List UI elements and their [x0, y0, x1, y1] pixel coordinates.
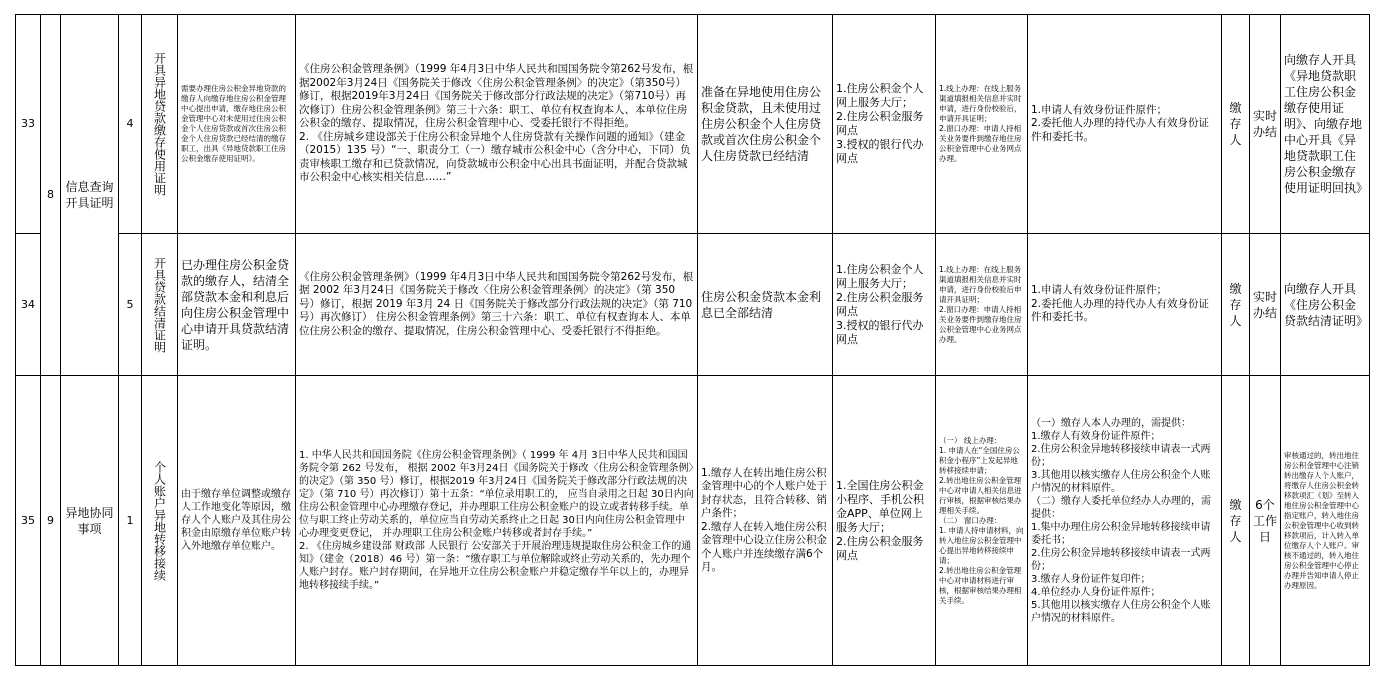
channel-item: 1.住房公积金个人网上服务大厅； — [836, 262, 924, 290]
requirement-item: 1.缴存人在转出地住房公积金管理中心的个人账户处于封存状态，且符合转移、销户条件； — [701, 466, 827, 519]
material-item: 2.住房公积金异地转移接续申请表一式两份； — [1031, 547, 1211, 572]
channel-item: 3.授权的银行代办网点 — [836, 138, 924, 165]
object-cell: 缴存人 — [1222, 234, 1250, 376]
requirements-cell — [698, 376, 833, 666]
table-row — [16, 234, 1370, 376]
channel-item: 2.住房公积金服务网点 — [836, 290, 924, 318]
table-row — [16, 376, 1370, 666]
channel-item: 2.住房公积金服务网点 — [836, 110, 924, 137]
item-no: 4 — [119, 15, 142, 234]
row-seq: 33 — [16, 15, 41, 234]
basis-cell: 《住房公积金管理条例》（1999 年4月3日中华人民共和国国务院令第262号发布，根据2002年3月24日《国务院关于修改〈住房公积金管理条例〉的决定》（第350号）修订，根据2019年3月24日《国务院关于修改部分行政法规的决定》（第710号）再次修订）住房公积金管理条例》第三十六条：职工、单位有权查询本人、本单位住房公积金的缴存、提取情况，住房公积金管理中心、受委托银行不得拒绝。 2. 《住房城乡建设部关于住房公积金异地个人住房贷款有关操作问题的通知》（建金（2015）135 号）“一、职责分工（一）缴存城市公积金中心（含分中心，下同）负责审核职工缴存和已贷款情况，向贷款城市公积金中心出具书面证明，并配合贷款城市公积金中心核实相关信息……” — [296, 15, 698, 234]
process-cell: 1.线上办理：在线上服务渠道填报相关信息并实时申请，进行身份校验后申请开具证明； 2.窗口办理：申请人持相关业务要件到缴存地住房公积金管理中心业务网点办理。 — [936, 234, 1028, 376]
material-item: 1.申请人有效身份证件原件； — [1031, 284, 1168, 297]
channels-cell — [833, 234, 936, 376]
requirements-cell: 准备在异地使用住房公积金贷款，且未使用过住房公积金个人住房贷款或首次住房公积金个人住房贷款已经结清 — [698, 15, 833, 234]
group-name: 信息查询开具证明 — [61, 15, 119, 376]
item-name: 开具异地贷款缴存使用证明 — [152, 52, 167, 196]
material-item: 1.申请人有效身份证件原件； — [1031, 103, 1168, 116]
object-cell: 缴存人 — [1222, 15, 1250, 234]
material-item: 2.委托他人办理的持代办人有效身份证件和委托书。 — [1031, 117, 1210, 143]
conditions-cell: 已办理住房公积金贷款的缴存人，结清全部贷款本金和利息后向住房公积金管理中心申请开具贷款结清证明。 — [178, 234, 296, 376]
material-item: 4.单位经办人身份证件原件； — [1031, 586, 1161, 598]
item-name: 开具贷款结清证明 — [152, 256, 167, 353]
result-cell: 向缴存人开具《异地贷款职工住房公积金缴存使用证明》、向缴存地中心开具《异地贷款职工住房公积金缴存使用证明回执》 — [1281, 15, 1370, 234]
item-name-cell — [142, 15, 178, 234]
time-cell: 实时办结 — [1250, 234, 1281, 376]
channel-item: 2.住房公积金服务网点 — [836, 534, 924, 562]
item-name-cell — [142, 234, 178, 376]
object-cell: 缴存人 — [1222, 376, 1250, 666]
item-no: 5 — [119, 234, 142, 376]
requirement-item: 2.缴存人在转入地住房公积金管理中心设立住房公积金个人账户并连续缴存满6个月。 — [701, 520, 827, 573]
materials-cell — [1028, 234, 1222, 376]
material-item: 3.其他用以核实缴存人住房公积金个人账户情况的材料原件。 — [1031, 469, 1211, 494]
channel-item: 1.全国住房公积金小程序、手机公积金APP、单位网上服务大厅； — [836, 478, 924, 534]
material-item: （一）缴存人本人办理的，需提供： — [1031, 417, 1191, 429]
result-cell: 向缴存人开具《住房公积金贷款结清证明》 — [1281, 234, 1370, 376]
requirements-cell: 住房公积金贷款本金利息已全部结清 — [698, 234, 833, 376]
basis-cell: 1. 中华人民共和国国务院《住房公积金管理条例》（ 1999 年 4月 3日中华人民共和国国务院令第 262 号发布， 根据 2002 年3月24日《国务院关于修改〈住房公积金管理条例〉的决定》（第 350 号）修订，根据2019 年3月24日《国务院关于修改部分行政法规的决定》（第 710 号）再次修订）第十五条：“单位录用职工的， 应当自录用之日起 30日内向住房公积金管理中心办理缴存登记，并办理职工住房公积金账户的设立或者转移手续。单位与职工终止劳动关系的，单位应当自劳动关系终止之日起 30日内向住房公积金管理中心办理变更登记， 并办理职工住房公积金账户转移或者封存手续。” 2. 《住房城乡建设部 财政部 人民银行 公安部关于开展治理违规提取住房公积金工作的通知》（建金（2018）46 号）第一条：“缴存职工与单位解除或终止劳动关系的，先办理个人账户封存。账户封存期间，在异地开立住房公积金账户并稳定缴存半年以上的，办理异地转移接续手续。” — [296, 376, 698, 666]
group-no: 8 — [41, 15, 61, 376]
item-name: 个人账户异地转移接续 — [152, 460, 167, 581]
row-seq: 35 — [16, 376, 41, 666]
service-table — [15, 14, 1370, 666]
time-cell: 6个工作日 — [1250, 376, 1281, 666]
material-item: 1.缴存人有效身份证件原件； — [1031, 430, 1161, 442]
conditions-cell: 需要办理住房公积金异地贷款的缴存人向缴存地住房公积金管理中心提出申请，缴存地住房公积金管理中心对未使用过住房公积金个人住房贷款或首次住房公积金个人住房贷款已经结清的缴存职工，出具《异地贷款职工住房公积金缴存使用证明》。 — [178, 15, 296, 234]
material-item: （二）缴存人委托单位经办人办理的，需提供： — [1031, 495, 1211, 520]
material-item: 5.其他用以核实缴存人住房公积金个人账户情况的材料原件。 — [1031, 599, 1211, 624]
channel-item: 3.授权的银行代办网点 — [836, 318, 924, 346]
material-item: 2.委托他人办理的持代办人有效身份证件和委托书。 — [1031, 297, 1210, 324]
process-cell: 1.线上办理：在线上服务渠道填报相关信息并实时申请，进行身份校验后，申请开具证明； 2.窗口办理：申请人持相关业务要件到缴存地住房公积金管理中心业务网点办理。 — [936, 15, 1028, 234]
time-cell: 实时办结 — [1250, 15, 1281, 234]
basis-cell: 《住房公积金管理条例》（1999 年4月3日中华人民共和国国务院令第262号发布，根据 2002 年3月24日《国务院关于修改〈住房公积金管理条例〉的决定》（第 350 号）修订，根据 2019 年3月 24 日《国务院关于修改部分行政法规的决定》（第 710 号）再次修订） 住房公积金管理条例》第三十六条：职工、单位有权查询本人、本单位住房公积金的缴存、提取情况，住房公积金管理中心、受委托银行不得拒绝。 — [296, 234, 698, 376]
item-name-cell — [142, 376, 178, 666]
material-item: 3.缴存人身份证件复印件； — [1031, 573, 1151, 585]
result-cell: 审核通过的，转出地住房公积金管理中心注销转出缴存人个人账户，将缴存人住房公积金转移款项汇《划》至转入地住房公积金管理中心指定账户，转入地住房公积金管理中心收到转移款项后，计入转入单位缴存人个人账户。审核不通过的，转入地住房公积金管理中心停止办理并告知申请人停止办理原因。 — [1281, 376, 1370, 666]
conditions-cell: 由于缴存单位调整或缴存人工作地变化等原因，缴存人个人账户及其住房公积金由原缴存单位账户转入外地缴存单位账户。 — [178, 376, 296, 666]
channel-item: 1.住房公积金个人网上服务大厅； — [836, 82, 924, 109]
material-item: 1.集中办理住房公积金异地转移接续申请委托书； — [1031, 521, 1211, 546]
channels-cell — [833, 376, 936, 666]
materials-cell — [1028, 376, 1222, 666]
materials-cell — [1028, 15, 1222, 234]
group-no: 9 — [41, 376, 61, 666]
group-name: 异地协同事项 — [61, 376, 119, 666]
material-item: 2.住房公积金异地转移接续申请表一式两份； — [1031, 443, 1211, 468]
channels-cell — [833, 15, 936, 234]
table-row — [16, 15, 1370, 234]
item-no: 1 — [119, 376, 142, 666]
row-seq: 34 — [16, 234, 41, 376]
process-cell: （一） 线上办理： 1. 申请人在“全国住房公积金小程序”上发起异地转移接续申请； 2.转出地住房公积金管理中心对申请人相关信息进行审核，根据审核结果办理相关手续。 （二） 窗口办理： 1. 申请人持申请材料，向转入地住房公积金管理中心提出异地转移接续申请； 2.转出地住房公积金管理中心对申请材料进行审核，根据审核结果办理相关手续。 — [936, 376, 1028, 666]
